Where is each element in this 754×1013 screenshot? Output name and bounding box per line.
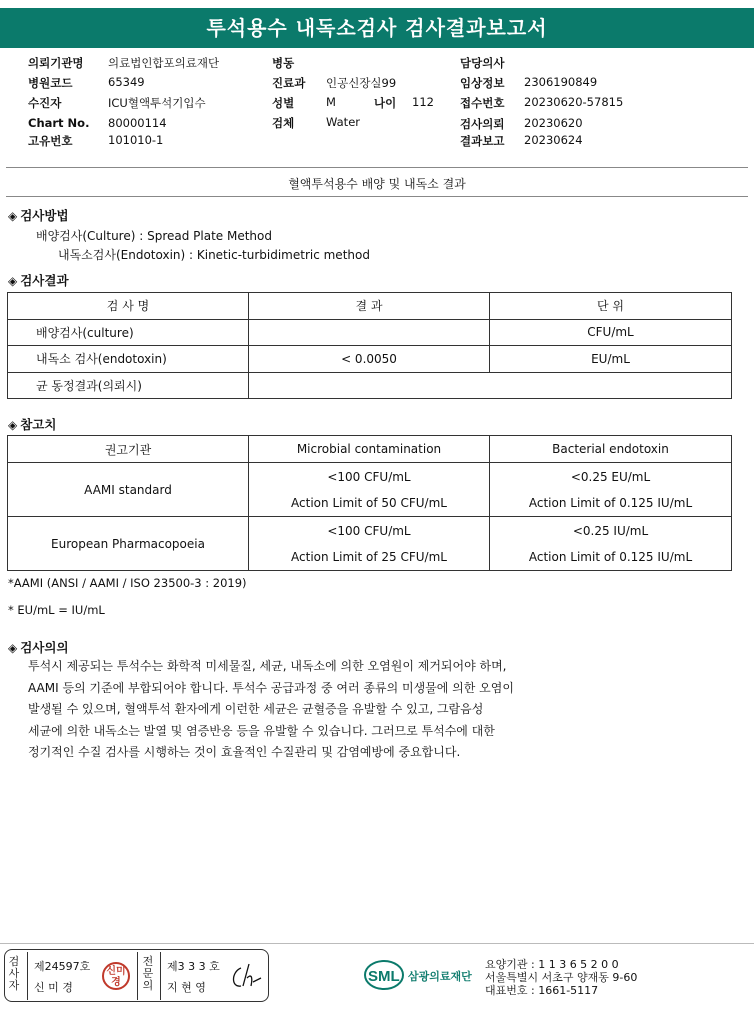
specialist-name: 지 현 영 — [167, 981, 206, 994]
paragraph-line: 투석시 제공되는 투석수는 화학적 미세물질, 세균, 내독소에 의한 오염원이 제거되어야 하며, — [28, 659, 507, 673]
table-header-row — [8, 436, 732, 463]
ref-endo-action: Action Limit of 0.125 IU/mL — [528, 549, 693, 564]
report-date-label: 결과보고 — [460, 134, 505, 148]
test-name: 균 동정결과(의뢰시) — [8, 372, 249, 399]
clinical-value: 2306190849 — [524, 75, 598, 89]
ref-endo-action: Action Limit of 0.125 IU/mL — [528, 495, 693, 510]
significance-text — [28, 656, 514, 764]
divider-top — [6, 167, 748, 168]
ref-micro-limit: <100 CFU/mL — [327, 469, 411, 484]
ref-microbial — [249, 463, 490, 517]
table-row — [8, 372, 732, 399]
signature-box — [4, 949, 269, 1002]
ref-micro-limit: <100 CFU/mL — [327, 523, 411, 538]
paragraph-line: 정기적인 수질 검사를 시행하는 것이 효율적인 수질관리 및 감염예방에 중요합니다. — [28, 745, 461, 759]
method-heading: ◈ 검사방법 — [8, 208, 69, 223]
doctor-label: 담당의사 — [460, 56, 505, 70]
header-endotoxin: Bacterial endotoxin — [490, 436, 732, 463]
receipt-label: 접수번호 — [460, 96, 505, 110]
code-label: 병원코드 — [28, 76, 73, 90]
specimen-label: 검체 — [272, 116, 295, 130]
institution-phone: 대표번호 : 1661-5117 — [485, 984, 599, 997]
table-row — [8, 346, 732, 373]
diamond-icon: ◈ — [8, 209, 18, 223]
ref-micro-action: Action Limit of 50 CFU/mL — [291, 495, 447, 510]
request-label: 검사의뢰 — [460, 117, 505, 131]
logo-name: 삼광의료재단 — [408, 970, 472, 983]
patient-label: 수진자 — [28, 96, 62, 110]
institution-code: 요양기관 : 1 1 3 6 5 2 0 0 — [485, 958, 619, 971]
institution-address — [485, 958, 637, 997]
org-value: 의료법인합포의료재단 — [108, 56, 220, 70]
dept-value: 인공신장실99 — [326, 76, 397, 90]
clinical-label: 임상정보 — [460, 76, 505, 90]
test-name: 내독소 검사(endotoxin) — [8, 346, 249, 373]
specialist-license: 제3 3 3 호 — [167, 960, 220, 973]
test-result — [249, 319, 490, 346]
diamond-icon: ◈ — [8, 274, 18, 288]
header-test-name: 검 사 명 — [8, 293, 249, 320]
header-result: 결 과 — [249, 293, 490, 320]
divider-subtitle — [6, 196, 748, 197]
footer-divider — [0, 943, 754, 944]
test-unit: CFU/mL — [490, 319, 732, 346]
diamond-icon: ◈ — [8, 641, 18, 655]
request-value: 20230620 — [524, 116, 583, 130]
sex-value: M — [326, 95, 336, 109]
test-unit: EU/mL — [490, 346, 732, 373]
uid-value: 101010-1 — [108, 133, 164, 147]
table-row — [8, 463, 732, 517]
sml-logo — [364, 957, 474, 996]
paragraph-line: 발생될 수 있으며, 혈액투석 환자에게 이런한 세균은 균혈증을 유발할 수 있고, 그람음성 — [28, 702, 484, 716]
chart-label: Chart No. — [28, 116, 90, 130]
results-table — [7, 292, 732, 399]
code-value: 65349 — [108, 75, 145, 89]
tester-label: 검사자 — [8, 955, 20, 992]
results-heading: ◈ 검사결과 — [8, 273, 69, 288]
ref-micro-action: Action Limit of 25 CFU/mL — [291, 549, 447, 564]
org-label: 의뢰기관명 — [28, 56, 84, 70]
dept-label: 진료과 — [272, 76, 306, 90]
ref-org: European Pharmacopoeia — [8, 517, 249, 571]
tester-name: 신 미 경 — [34, 981, 73, 994]
paragraph-line: AAMI 등의 기준에 부합되어야 합니다. 투석수 공급과정 중 여러 종류의 미생물에 의한 오염이 — [28, 680, 514, 695]
header-unit: 단 위 — [490, 293, 732, 320]
section-subtitle: 혈액투석용수 배양 및 내독소 결과 — [288, 177, 466, 191]
ref-endo-limit: <0.25 IU/mL — [572, 523, 649, 538]
separator — [160, 952, 161, 1000]
specimen-value: Water — [326, 115, 360, 129]
sml-logo-icon — [364, 957, 474, 993]
age-value: 112 — [412, 95, 434, 109]
logo-abbr: SML — [368, 968, 400, 985]
seal-stamp-icon: 신미경 — [102, 962, 130, 990]
diamond-icon: ◈ — [8, 418, 18, 432]
ward-label: 병동 — [272, 56, 295, 70]
sex-label: 성별 — [272, 96, 295, 110]
paragraph-line: 세균에 의한 내독소는 발열 및 염증반응 등을 유발할 수 있습니다. 그러므로 투석수에 대한 — [28, 723, 495, 738]
reference-heading: ◈ 참고치 — [8, 417, 57, 432]
ref-microbial — [249, 517, 490, 571]
age-label: 나이 — [374, 96, 397, 110]
ref-endo-limit: <0.25 EU/mL — [570, 469, 651, 484]
ref-endotoxin — [490, 463, 732, 517]
table-row — [8, 517, 732, 571]
ref-org: AAMI standard — [8, 463, 249, 517]
separator — [27, 952, 28, 1000]
tester-license: 제24597호 — [34, 960, 91, 973]
patient-value: ICU혈액투석기입수 — [108, 96, 206, 110]
test-name: 배양검사(culture) — [8, 319, 249, 346]
test-result: < 0.0050 — [249, 346, 490, 373]
signature-icon — [227, 960, 265, 992]
note-unit: * EU/mL = IU/mL — [8, 603, 105, 617]
report-date-value: 20230624 — [524, 133, 583, 147]
report-title: 투석용수 내독소검사 검사결과보고서 — [0, 8, 754, 48]
significance-heading: ◈ 검사의의 — [8, 640, 69, 655]
institution-location: 서울특별시 서초구 양재동 9-60 — [485, 971, 638, 984]
uid-label: 고유번호 — [28, 134, 73, 148]
method-culture: 배양검사(Culture) : Spread Plate Method — [36, 229, 272, 243]
separator — [137, 952, 138, 1000]
specialist-label: 전문의 — [142, 955, 154, 992]
method-endotoxin: 내독소검사(Endotoxin) : Kinetic-turbidimetric method — [58, 248, 370, 262]
ref-endotoxin — [490, 517, 732, 571]
header-microbial: Microbial contamination — [249, 436, 490, 463]
table-row — [8, 319, 732, 346]
receipt-value: 20230620-57815 — [524, 95, 624, 109]
chart-value: 80000114 — [108, 116, 167, 130]
test-result — [249, 372, 732, 399]
note-aami: *AAMI (ANSI / AAMI / ISO 23500-3 : 2019) — [8, 576, 247, 590]
reference-table — [7, 435, 732, 571]
header-org: 권고기관 — [8, 436, 249, 463]
table-header-row — [8, 293, 732, 320]
